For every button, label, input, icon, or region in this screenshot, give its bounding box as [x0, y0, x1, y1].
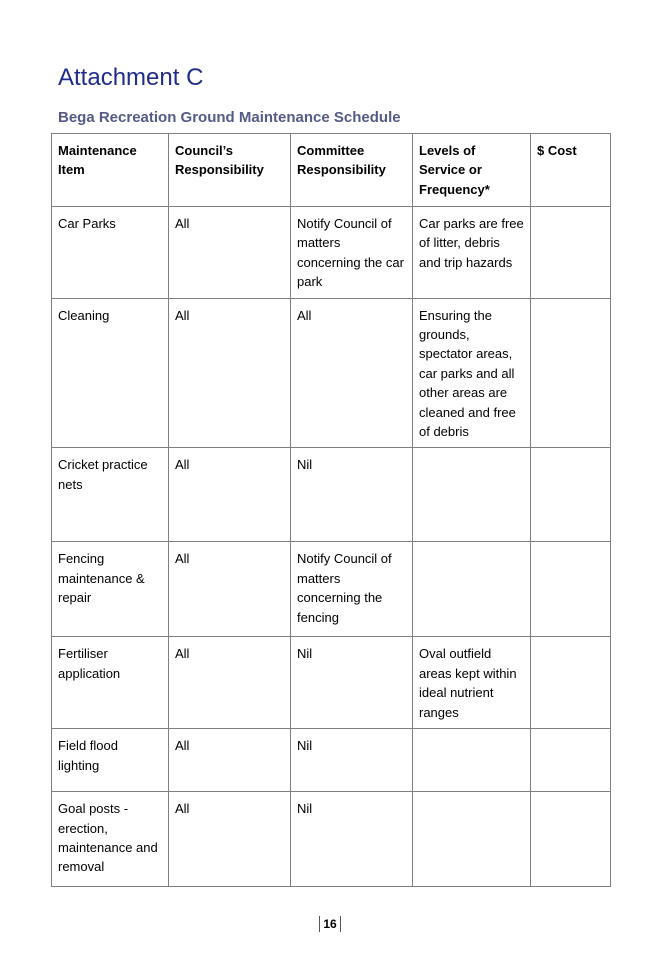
- column-header-levels-of-service: Levels of Service or Frequency*: [413, 134, 531, 207]
- cell-council-responsibility: All: [169, 298, 291, 448]
- cell-council-responsibility: All: [169, 448, 291, 542]
- table-row: [52, 448, 611, 542]
- page-number-divider-left: [319, 916, 320, 932]
- cell-committee-responsibility: Nil: [291, 448, 413, 542]
- cell-levels-of-service: Ensuring the grounds, spectator areas, car parks and all other areas are cleaned and free of debris: [413, 298, 531, 448]
- cell-levels-of-service: [413, 542, 531, 637]
- page-title: Attachment C: [58, 64, 204, 91]
- cell-maintenance-item: Goal posts - erection, maintenance and removal: [52, 792, 169, 887]
- page-footer: [0, 916, 660, 932]
- page-number-divider-right: [340, 916, 341, 932]
- cell-levels-of-service: [413, 792, 531, 887]
- cell-maintenance-item: Fencing maintenance & repair: [52, 542, 169, 637]
- cell-cost: [531, 637, 611, 729]
- cell-levels-of-service: Oval outfield areas kept within ideal nutrient ranges: [413, 637, 531, 729]
- cell-levels-of-service: [413, 729, 531, 792]
- cell-cost: [531, 792, 611, 887]
- cell-maintenance-item: Cricket practice nets: [52, 448, 169, 542]
- cell-council-responsibility: All: [169, 729, 291, 792]
- cell-council-responsibility: All: [169, 542, 291, 637]
- cell-levels-of-service: Car parks are free of litter, debris and trip hazards: [413, 207, 531, 299]
- table-row: [52, 298, 611, 448]
- cell-maintenance-item: Fertiliser application: [52, 637, 169, 729]
- cell-committee-responsibility: Nil: [291, 729, 413, 792]
- cell-council-responsibility: All: [169, 637, 291, 729]
- cell-cost: [531, 448, 611, 542]
- page-number: 16: [323, 917, 337, 931]
- table-row: [52, 792, 611, 887]
- cell-maintenance-item: Field flood lighting: [52, 729, 169, 792]
- column-header-committee-responsibility: Committee Responsibility: [291, 134, 413, 207]
- cell-council-responsibility: All: [169, 207, 291, 299]
- cell-committee-responsibility: Notify Council of matters concerning the car park: [291, 207, 413, 299]
- cell-committee-responsibility: Nil: [291, 792, 413, 887]
- cell-levels-of-service: [413, 448, 531, 542]
- cell-cost: [531, 298, 611, 448]
- cell-cost: [531, 729, 611, 792]
- column-header-council-responsibility: Council’s Responsibility: [169, 134, 291, 207]
- table-row: [52, 207, 611, 299]
- cell-maintenance-item: Car Parks: [52, 207, 169, 299]
- column-header-cost: $ Cost: [531, 134, 611, 207]
- table-row: [52, 637, 611, 729]
- cell-committee-responsibility: Notify Council of matters concerning the fencing: [291, 542, 413, 637]
- cell-committee-responsibility: Nil: [291, 637, 413, 729]
- column-header-maintenance-item: Maintenance Item: [52, 134, 169, 207]
- cell-council-responsibility: All: [169, 792, 291, 887]
- cell-maintenance-item: Cleaning: [52, 298, 169, 448]
- table-row: [52, 729, 611, 792]
- table-row: [52, 542, 611, 637]
- cell-cost: [531, 207, 611, 299]
- cell-committee-responsibility: All: [291, 298, 413, 448]
- cell-cost: [531, 542, 611, 637]
- schedule-subtitle: Bega Recreation Ground Maintenance Schedule: [58, 109, 401, 126]
- maintenance-schedule-table: [51, 133, 611, 887]
- table-header-row: [52, 134, 611, 207]
